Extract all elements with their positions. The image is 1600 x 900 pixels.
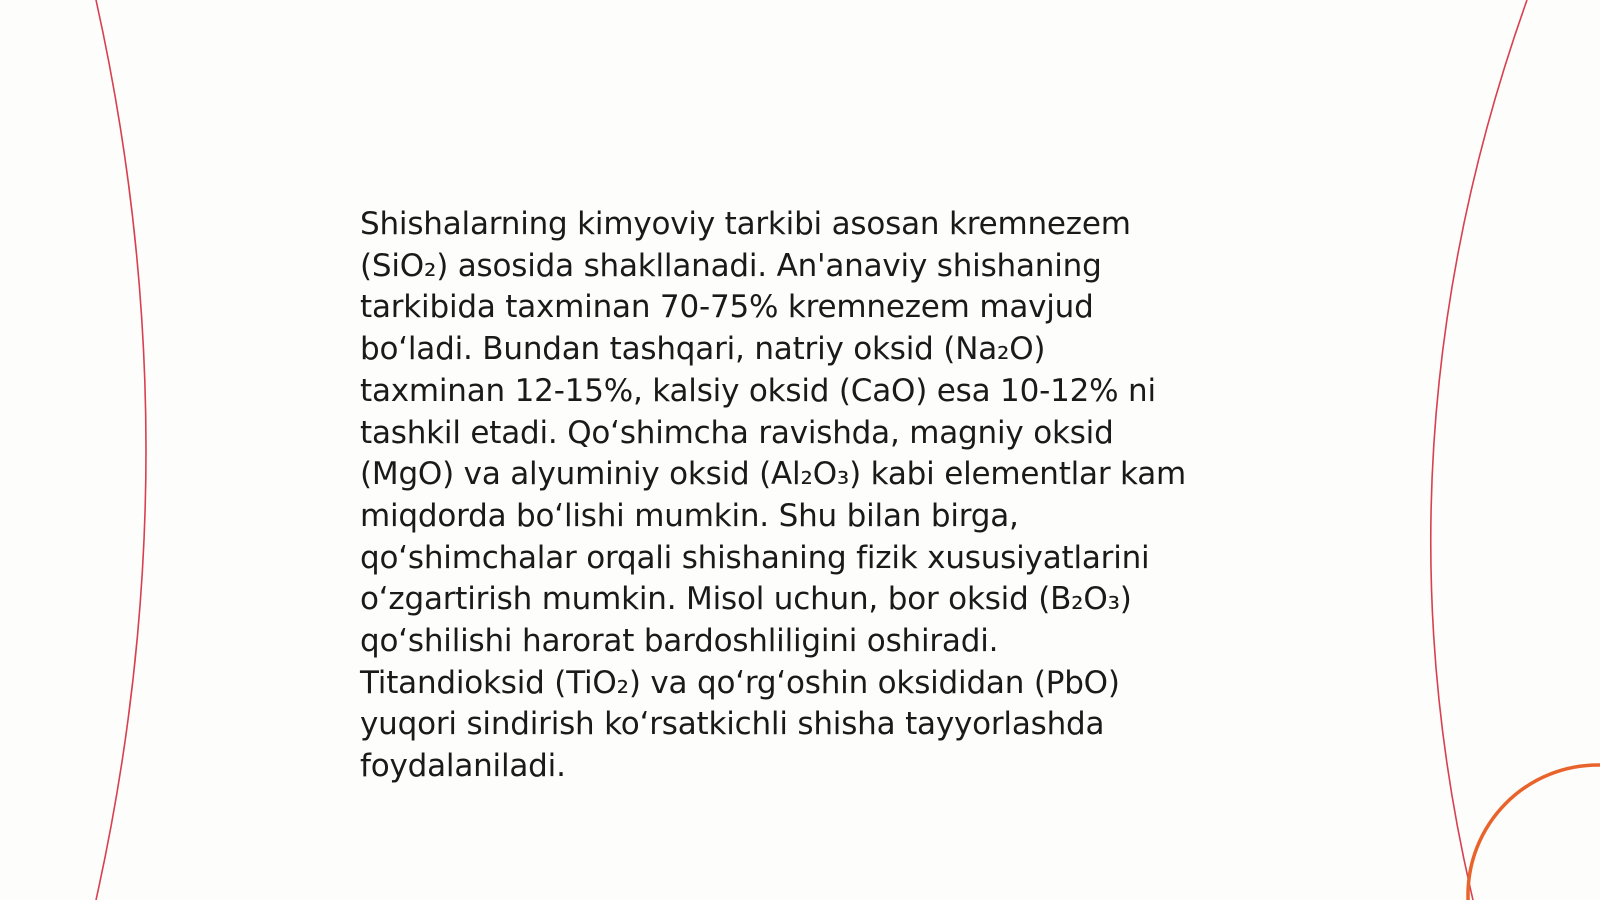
text-line: miqdorda boʻlishi mumkin. Shu bilan birga, xyxy=(360,497,1019,534)
text-line: Titandioksid (TiO₂) va qoʻrgʻoshin oksididan (PbO) xyxy=(360,664,1120,701)
text-line: tashkil etadi. Qoʻshimcha ravishda, magniy oksid xyxy=(360,414,1114,451)
left-arc-decoration xyxy=(96,0,146,900)
text-line: (SiO₂) asosida shakllanadi. An'anaviy shishaning xyxy=(360,247,1102,284)
text-line: (MgO) va alyuminiy oksid (Al₂O₃) kabi elementlar kam xyxy=(360,456,1187,493)
text-line: tarkibida taxminan 70-75% kremnezem mavjud xyxy=(360,289,1094,326)
body-paragraph xyxy=(360,204,1240,788)
text-line: qoʻshilishi harorat bardoshliligini oshiradi. xyxy=(360,623,999,660)
right-arc-decoration xyxy=(1431,0,1527,900)
text-line: qoʻshimchalar orqali shishaning fizik xususiyatlarini xyxy=(360,539,1150,576)
text-line: taxminan 12-15%, kalsiy oksid (CaO) esa 10-12% ni xyxy=(360,372,1156,409)
text-line: Shishalarning kimyoviy tarkibi asosan kremnezem xyxy=(360,206,1131,242)
text-line: oʻzgartirish mumkin. Misol uchun, bor oksid (B₂O₃) xyxy=(360,581,1132,618)
text-line: yuqori sindirish koʻrsatkichli shisha tayyorlashda xyxy=(360,706,1105,743)
text-line: foydalaniladi. xyxy=(360,748,566,785)
orange-circle-decoration xyxy=(1468,765,1600,900)
text-line: boʻladi. Bundan tashqari, natriy oksid (Na₂O) xyxy=(360,331,1046,368)
